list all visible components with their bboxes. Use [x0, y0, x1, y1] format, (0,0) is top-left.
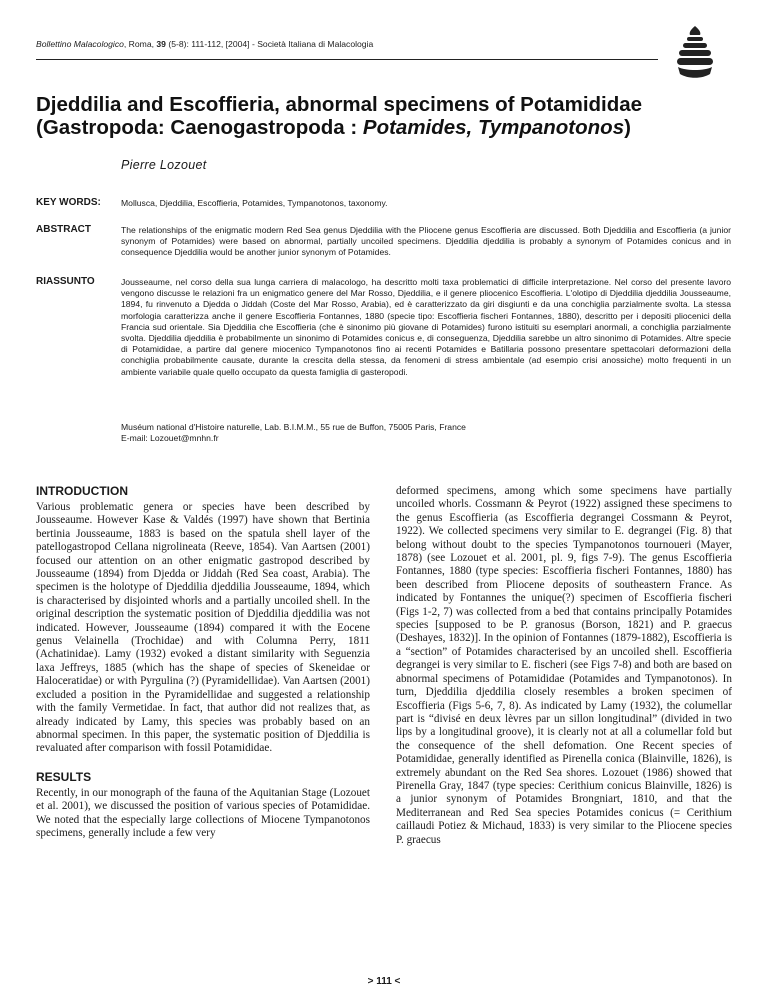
shell-logo-icon [674, 24, 716, 82]
affiliation-address: Muséum national d'Histoire naturelle, Lab. B.I.M.M., 55 rue de Buffon, 75005 Paris, France [121, 422, 466, 432]
results-heading: RESULTS [36, 769, 92, 784]
article-title [36, 94, 726, 139]
introduction-text: Various problematic genera or species have been described by Jousseaume. However Kase & Valdés (1997) have shown that Bertinia bertinia Jousseaume, 1883 is based on the spatula shell layer of the patellogastropod Cellana nigrolineata (Reeve, 1854). Van Aartsen (2001) focused our attention on an other enigmatic gastropod described by Jousseaume (1894) from Djedda or Jiddah (Red Sea coast, Arabia). The specimen is the holotype of Djeddilia djeddilia Jousseaume, 1894, which is characterised by disjointed whorls and a partially uncoiled shell. In the original description the systematic position of Djeddilia djeddilia was not indicated. However, Jousseaume (1894) compared it with the Eocene genus Velainella (Trochidae) and with Columna Perry, 1811 (Achatinidae). Lamy (1932) evoked a distant similarity with Seguenzia laxa Jeffreys, 1885 (which has the shape of species of Skeneidae or Haloceratidae) or with Pyrgulina (?) (Pyramidellidae). Van Aartsen (2001) excluded a position in the Pyramidellidae and suggested a relationship with the family Vermetidae. In fact, that author did not realizes that, as already indicated by Lamy, this species was probably based on an abnormal specimen. In this paper, the systematic position of Djeddilia is revaluated after comparison with fossil Potamididae. [36, 501, 370, 755]
riassunto-text: Jousseaume, nel corso della sua lunga carriera di malacologo, ha descritto molti taxa problematici di difficile interpretazione. Nel corso del presente lavoro vengono discusse le relazioni fra un enigmatico genere del Mar Rosso, Djeddilia, e il genere pliocenico Escoffieria. L'olotipo di Djeddilia djeddilia Jousseaume, 1894, fu rinvenuto a Djedda o Jiddah (Coste del Mar Rosso, Arabia), ed è caratterizzato da giri disgiunti e da una conchiglia parzialmente svolta. La stessa morfologia caratterizza anche il genere Escoffieria Fontannes, 1880 (specie tipo: Escoffieria fischeri Fontannes, 1880), descritto per i depositi pliocenici della Francia sud orientale. Sia Djeddilia che Escoffieria (che è sinonimo più giovane di Potamides) furono istituiti su esemplari anormali, a conchiglia parzialmente svolta. Djeddilia djeddilia è probabilmente un sinonimo di Potamides conicus e, di conseguenza, Djeddilia sarebbe un altro sinonimo di Potamides. Altre specie di Potamididae, a partire dal genere miocenico Tympanotonos fino ai recenti Potamides e Batillaria possono presentare spettacolari deformazioni della conchiglia probabilmente causate, durante la crescita della stessa, da fenomeni di stress ambientale (ad esempio crisi anossiche) molto frequenti in un ambiente variabile quale quello occupato da questa famiglia di gasteropodi. [121, 277, 731, 377]
introduction-heading: INTRODUCTION [36, 484, 128, 498]
keywords-label: KEY WORDS: [36, 197, 101, 208]
journal-volume: 39 [156, 39, 166, 49]
left-column [36, 484, 370, 840]
title-line-1: Djeddilia and Escoffieria, abnormal specimens of Potamididae [36, 93, 643, 116]
header-rule [36, 59, 658, 60]
affiliation [121, 422, 466, 444]
journal-issue-pages: (5-8): 111-112, [2004] - Società Italiana di Malacologia [165, 39, 374, 49]
journal-place: , Roma, [123, 39, 157, 49]
results-text: Recently, in our monograph of the fauna of the Aquitanian Stage (Lozouet et al. 2001), we discussed the position of various species of Potamididae. We noted that the especially large collections of Miocene Tympanotonos specimens, generally include a few very [36, 786, 370, 839]
abstract-label: ABSTRACT [36, 224, 91, 235]
abstract-text: The relationships of the enigmatic modern Red Sea genus Djeddilia with the Pliocene genus Escoffieria are discussed. Both Djeddilia and Escoffieria (a junior synonym of Potamides) were based on abnormal, partially uncoiled specimens. Djeddilia djeddilia is probably a synonym of Potamides conicus and in consequence Djeddilia would be another junior synonym of Potamides. [121, 225, 731, 258]
riassunto-label: RIASSUNTO [36, 276, 95, 287]
title-line-2-end: ) [624, 115, 631, 139]
journal-citation [36, 39, 373, 49]
author-name: Pierre Lozouet [121, 158, 207, 172]
journal-name: Bollettino Malacologico [36, 39, 124, 49]
title-line-2-italic: Potamides, Tympanotonos [362, 115, 625, 139]
keywords-text: Mollusca, Djeddilia, Escoffieria, Potamides, Tympanotonos, taxonomy. [121, 198, 388, 208]
page-number: > 111 < [367, 976, 401, 987]
title-line-2-plain: (Gastropoda: Caenogastropoda : [36, 115, 363, 139]
right-column-text: deformed specimens, among which some specimens have partially uncoiled whorls. Cossmann & Peyrot (1922) assigned these specimens to the genus Escoffieria (as Escoffieria degrangei Cossmann & Peyrot, 1922). We collected specimens very similar to E. degrangei (Fig. 8) that belong without doubt to the species Tympanotonos tournoueri (Mayer, 1878) (see Lozouet et al. 2001, pl. 9, figs 7-9). The genus Escoffieria Fontannes, 1880 (type species: Escoffieria fischeri Fontannes, 1880) has been described from Pliocene deposits of southeastern France. As indicated by Fontannes the unique(?) specimen of Escoffieria fischeri (Figs 1-2, 7) was collected from a bed that contains principally Potamides species [supposed to be P. granosus (Borson, 1821) and P. graecus (Deshayes, 1832)]. In the opinion of Fontannes (1879-1882), Escoffieria is a “section” of Potamides characterised by an uncoiled shell. Escoffieria degrangei is very similar to E. fischeri (see Figs 7-8) and both are based on abnormal specimens of Potamididae (Potamides and Tympanotonos). In turn, Djeddilia djeddilia closely resembles a broken specimen of Escoffieria (Figs 5-6, 7, 8). As indicated by Lamy (1932), the columellar part is “divisé en deux lèvres par un sillon longitudinal” (divided in two lips by a longitudinal groove), it is clearly not at all a columellar fold but the consequence of the shell defomation. One Recent species of Potamididae, generally identified as Pirenella conica (Blainville, 1826), is extremely abundant on the Red Sea shores. Lozouet (1986) showed that Pirenella Gray, 1847 (type species: Cerithium conicus Blainville, 1826) is a junior synonym of Potamides Brongniart, 1810, and that the Mediterranean and Red Sea species Potamides conicus (= Cerithium caillaudi Potiez & Michaud, 1833) is very similar to the Pliocene species P. graecus [396, 485, 732, 846]
title-line-2 [36, 117, 726, 140]
affiliation-email: E-mail: Lozouet@mnhn.fr [121, 433, 219, 444]
